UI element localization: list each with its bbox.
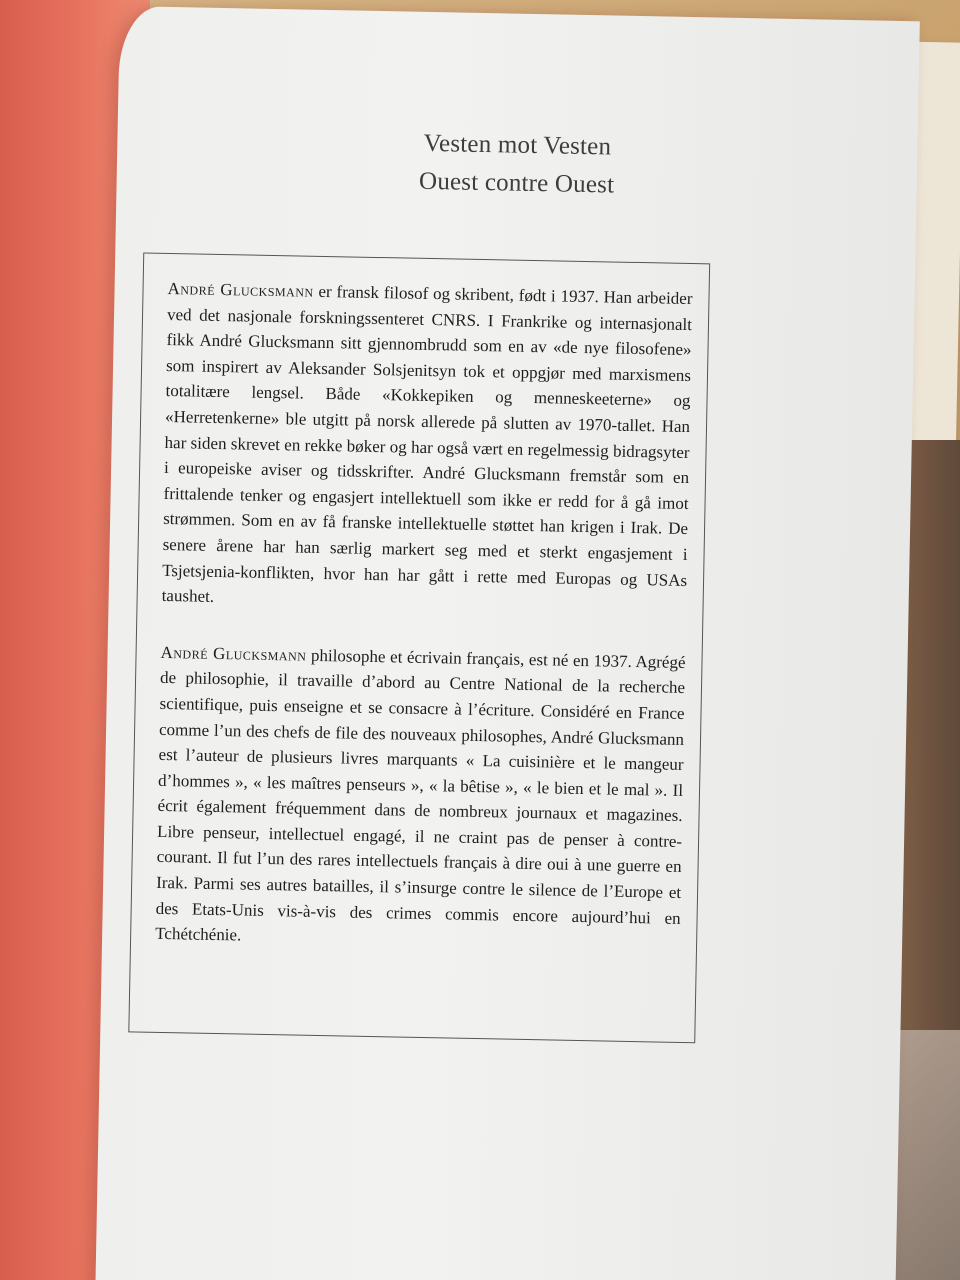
title-french: Ouest contre Ouest [418, 167, 615, 199]
bio-french [155, 640, 686, 957]
book-page [93, 6, 920, 1280]
title-norwegian: Vesten mot Vesten [423, 129, 612, 161]
bio-text: er fransk filosof og skribent, født i 1937. Han arbeider ved det nasjonale forskningssenteret CNRS. I Frankrike og internasjonalt fikk André Glucksmann sitt gjennombrudd som en av «de nye filosofene» som inspirert av Aleksander Solsjenitsyn tok et oppgjør med marxismens totalitære lengsel. Både «Kokkepiken og menneskeeterne» og «Herretenkerne» ble utgitt på norsk allerede på slutten av 1970-tallet. Han har siden skrevet en rekke bøker og har også vært en regelmessig bidragsyter i europeiske aviser og tidsskrifter. André Glucksmann fremstår som en frittalende tenker og engasjert intellektuell som ikke er redd for å gå imot strømmen. Som en av få franske intellektuelle støttet han krigen i Irak. De senere årene har han særlig markert seg med et sterkt engasjement i Tsjetsjenia-konflikten, hvor han har gått i rette med Europas og USAs taushet. [161, 281, 693, 607]
author-name: André Glucksmann [167, 278, 314, 301]
bio-norwegian [161, 276, 692, 619]
bio-text: philosophe et écrivain français, est né en 1937. Agrégé de philosophie, il travaille d’abord au Centre National de la recherche scientifique, puis enseigne et se consacre à l’écriture. Considéré en France comme l’un des chefs de file des nouveaux philosophes, André Glucksmann est l’auteur de plusieurs livres marquants « La cuisinière et le mangeur d’hommes », « les maîtres penseurs », « la bêtise », « le bien et le mal ». Il écrit également fréquemment dans de nombreux journaux et magazines. Libre penseur, intellectuel engagé, il ne craint pas de penser à contre-courant. Il fut l’un des rares intellectuels français à dire oui à une guerre en Irak. Parmi ses autres batailles, il s’insurge contre le silence de l’Europe et des Etats-Unis vis-à-vis des crimes commis encore aujourd’hui en Tchétchénie. [155, 645, 686, 945]
author-name: André Glucksmann [160, 642, 307, 665]
author-bio-box [128, 252, 710, 1043]
